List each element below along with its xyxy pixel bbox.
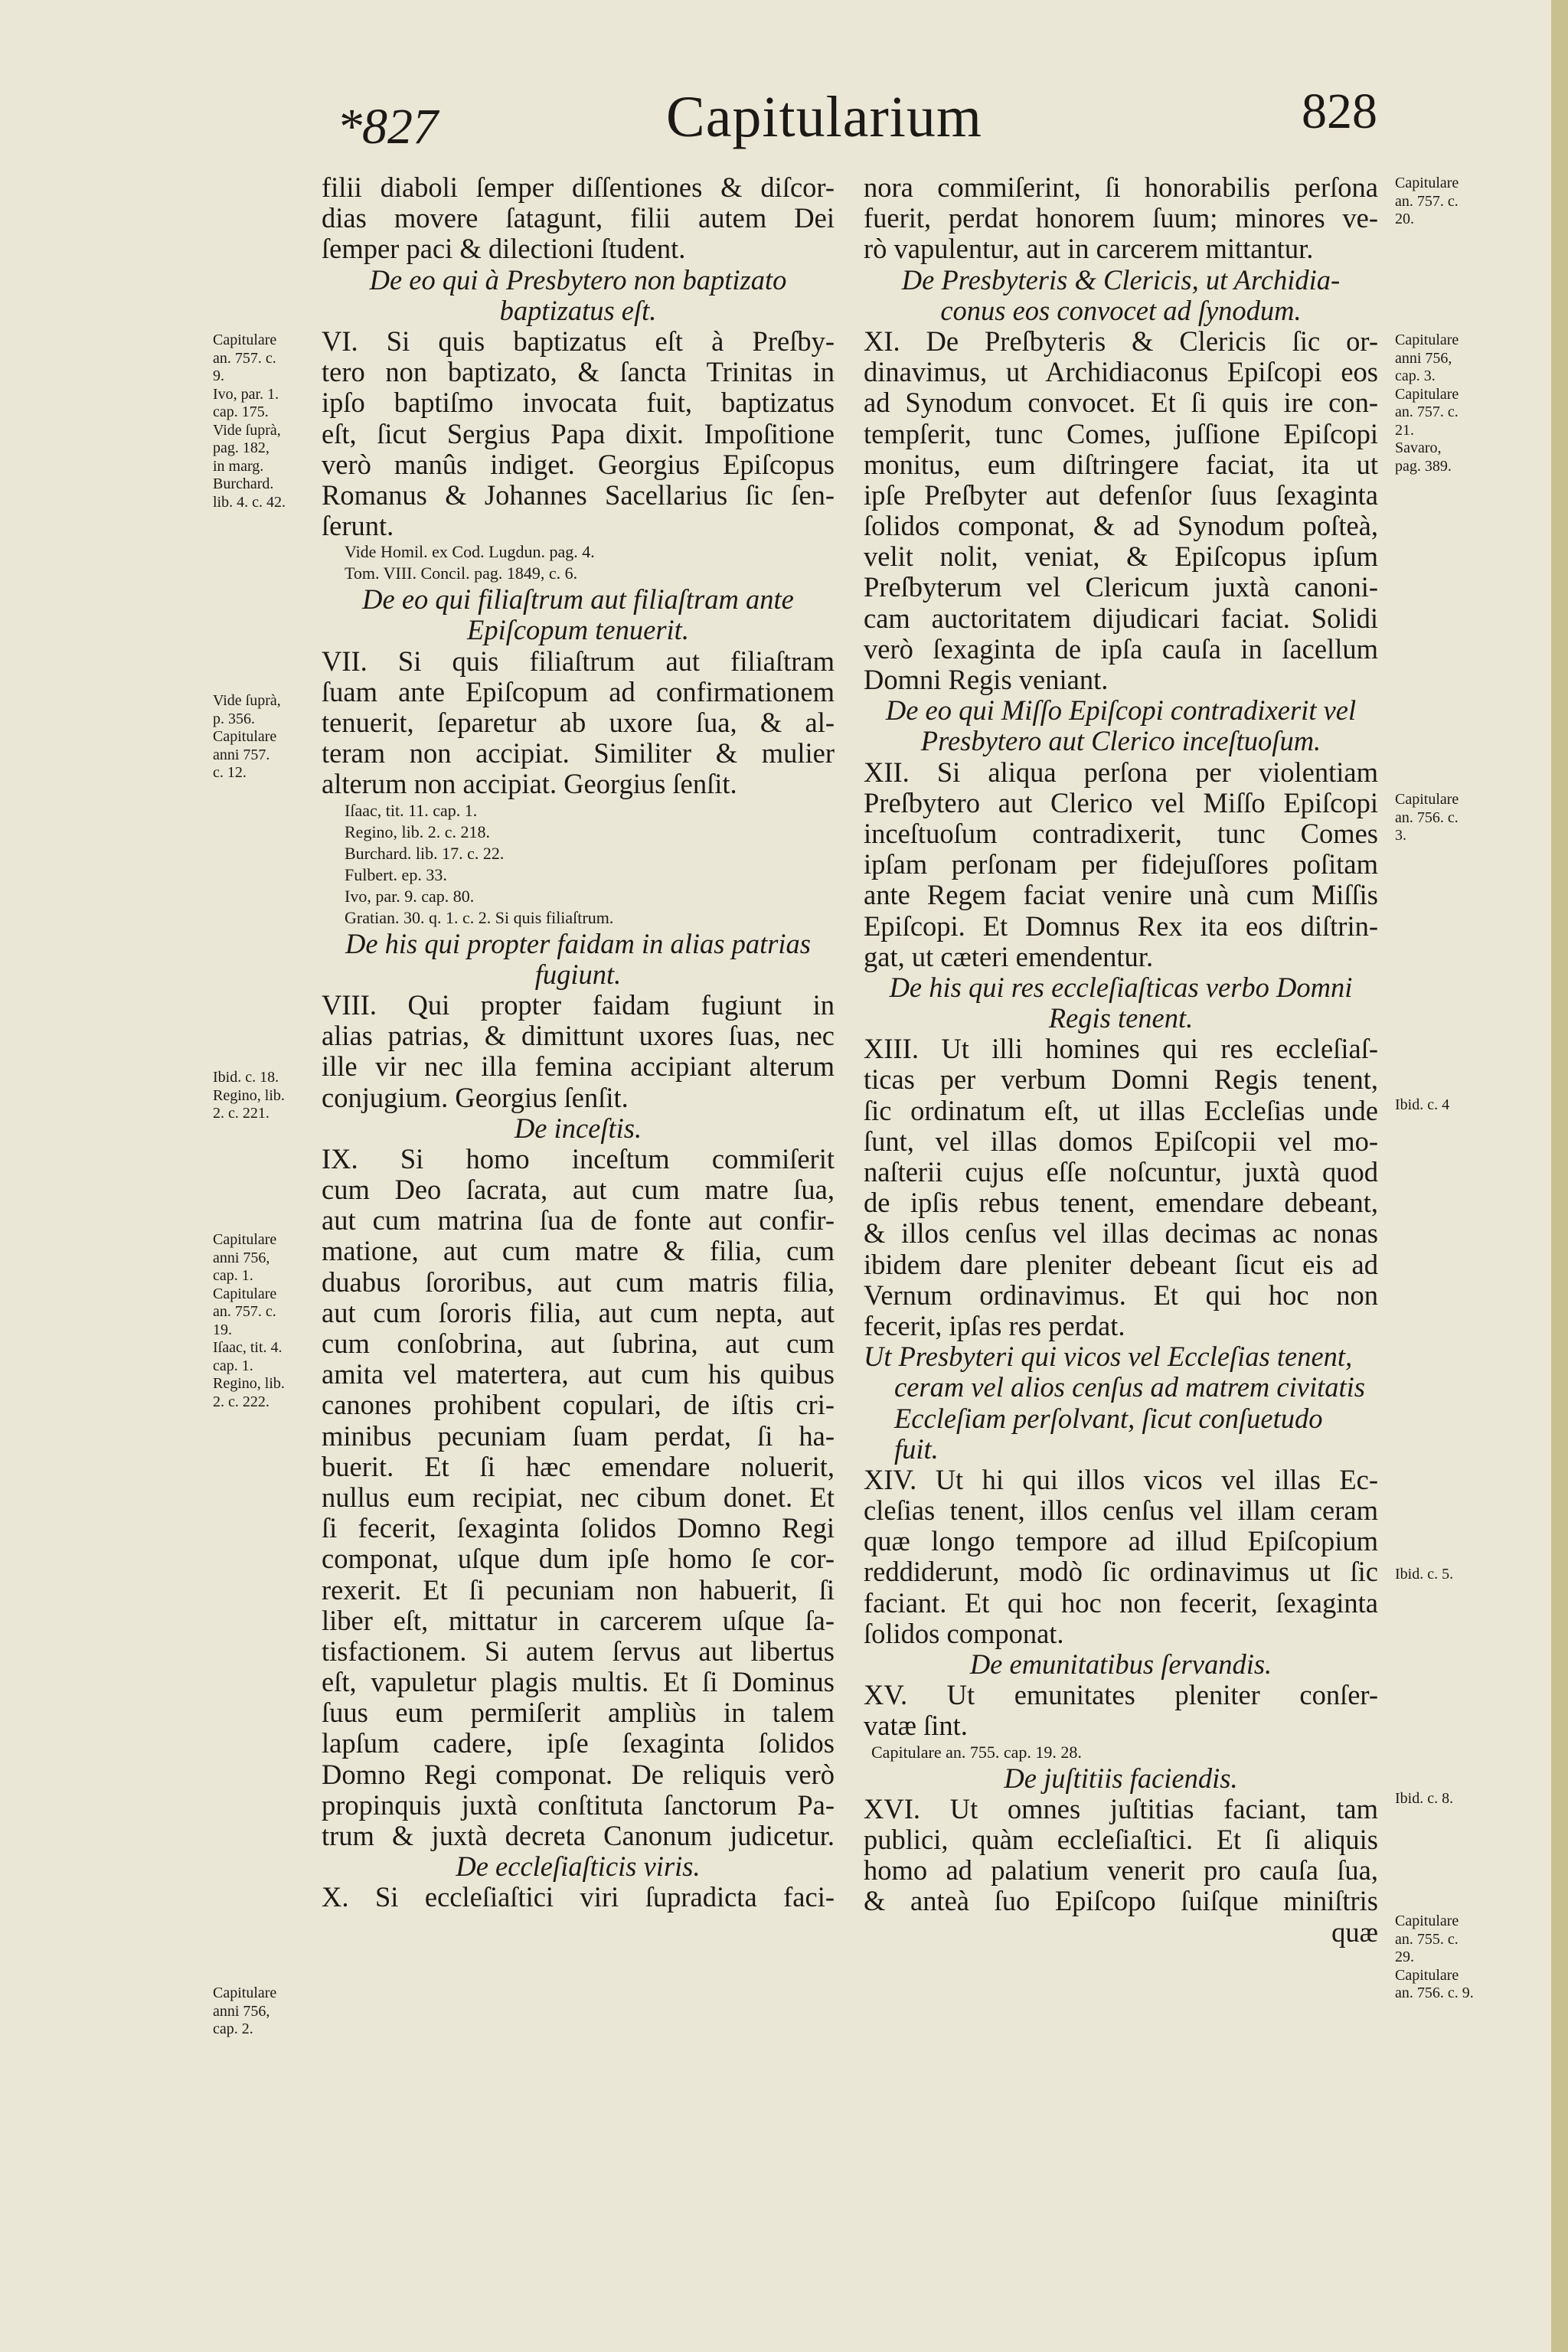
right-margin-note [1395, 1790, 1502, 1808]
section-heading: Regis tenent. [1048, 1002, 1194, 1034]
section-heading: ceram vel alios cenſus ad matrem civitatis [894, 1371, 1365, 1403]
text-line: ſuus eum permiſerit ampliùs in talem [322, 1697, 835, 1729]
section-heading: conus eos convocet ad ſynodum. [940, 294, 1302, 326]
text-line: quæ longo tempore ad illud Epiſcopium [864, 1525, 1378, 1557]
text-line: rò vapulentur, aut in carcerem mittantur. [864, 233, 1314, 265]
section-heading: De eo qui Miſſo Epiſcopi contradixerit vel [885, 694, 1357, 727]
citation-line: Fulbert. ep. 33. [345, 864, 447, 884]
margin-note-line: Vide ſuprà, [213, 692, 281, 709]
text-line: ipſo baptiſmo invocata fuit, baptizatus [322, 387, 835, 419]
margin-note-line: Regino, lib. [213, 1086, 285, 1104]
right-page-number: 828 [1302, 83, 1377, 139]
text-line: cum Deo ſacrata, aut cum matre ſua, [322, 1174, 835, 1206]
text-line: inceſtuoſum contradixerit, tunc Comes [864, 817, 1378, 849]
section-heading: Eccleſiam perſolvant, ſicut conſuetudo [894, 1402, 1323, 1434]
text-line: tenuerit, ſeparetur ab uxore ſua, & al- [322, 707, 835, 738]
section-heading: De his qui propter faidam in alias patrias [345, 927, 812, 959]
text-line: monitus, eum diſtringere faciat, ita ut [864, 448, 1378, 480]
margin-note-line: Ibid. c. 18. [213, 1069, 279, 1086]
text-line: eſt, vapuletur plagis multis. Et ſi Dominus [322, 1666, 835, 1698]
section-heading: De his qui res eccleſiaſticas verbo Domni [889, 971, 1353, 1003]
left-margin-note [213, 692, 316, 782]
text-line: aut cum ſororis filia, aut cum nepta, aut [322, 1296, 835, 1328]
text-line: ſolidos componat, & ad Synodum poſteà, [864, 510, 1378, 542]
text-line: X. Si eccleſiaſtici viri ſupradicta faci- [322, 1881, 835, 1913]
text-line: XV. Ut emunitates pleniter conſer- [864, 1679, 1378, 1711]
text-line: XI. De Preſbyteris & Clericis ſic or- [864, 325, 1378, 357]
margin-note-line: pag. 182, [213, 439, 270, 456]
text-line: de ipſis rebus tenent, emendare debeant, [864, 1187, 1378, 1219]
margin-note-line: an. 757. c. [213, 1303, 276, 1320]
text-line: fecerit, ipſas res perdat. [864, 1309, 1125, 1341]
margin-note-line: cap. 3. [1395, 368, 1436, 384]
text-line: nora commiſerint, ſi honorabilis perſona [864, 172, 1378, 203]
margin-note-line: 29. [1395, 1949, 1414, 1965]
margin-note-line: p. 356. [213, 710, 255, 727]
text-line: Vernum ordinavimus. Et qui hoc non [864, 1279, 1378, 1311]
text-line: eſt, ſicut Sergius Papa dixit. Impoſitione [322, 417, 835, 449]
text-line: matione, aut cum matre & filia, cum [322, 1235, 835, 1267]
margin-note-line: 3. [1395, 827, 1406, 844]
margin-note-line: Capitulare [213, 1285, 277, 1302]
right-margin-note [1395, 1913, 1502, 2003]
margin-note-line: an. 755. c. [1395, 1930, 1459, 1948]
section-heading: baptizatus eſt. [499, 294, 657, 326]
margin-note-line: Ibid. c. 8. [1395, 1790, 1454, 1807]
margin-note-line: Capitulare [213, 1231, 277, 1248]
margin-note-line: Iſaac, tit. 4. [213, 1339, 283, 1356]
section-heading: De inceſtis. [514, 1112, 642, 1144]
left-margin-note [213, 332, 316, 511]
margin-note-line: Savaro, [1395, 439, 1442, 456]
text-line: rexerit. Et ſi pecuniam non habuerit, ſi [322, 1573, 835, 1606]
text-line: XIII. Ut illi homines qui res eccleſiaſ- [864, 1033, 1378, 1065]
section-heading: Ut Presbyteri qui vicos vel Eccleſias tenent, [864, 1341, 1353, 1373]
margin-note-line: Ibid. c. 5. [1395, 1566, 1454, 1583]
text-line: dinavimus, ut Archidiaconus Epiſcopi eos [864, 356, 1378, 388]
text-line: cam auctoritatem dijudicari faciat. Solidi [864, 602, 1378, 634]
text-line: & illos cenſus vel illas decimas ac nonas [864, 1217, 1378, 1250]
margin-note-line: 9. [213, 368, 224, 384]
text-line: Domni Regis veniant. [864, 664, 1109, 695]
margin-note-line: Capitulare [213, 332, 277, 348]
margin-note-line: Capitulare [1395, 1913, 1459, 1929]
text-line: vatæ ſint. [864, 1710, 968, 1742]
margin-note-line: lib. 4. c. 42. [213, 493, 286, 511]
margin-note-line: 20. [1395, 211, 1414, 227]
text-line: ſunt, vel illas domos Epiſcopii vel mo- [864, 1125, 1378, 1157]
citation-line: Capitulare an. 755. cap. 19. 28. [871, 1742, 1082, 1762]
margin-note-line: cap. 1. [213, 1267, 253, 1284]
text-line: duabus ſororibus, aut cum matris filia, [322, 1266, 835, 1298]
text-line: Romanus & Johannes Sacellarius ſic ſen- [322, 479, 835, 511]
left-margin-note [213, 1069, 316, 1123]
text-line: VII. Si quis filiaſtrum aut filiaſtram [322, 645, 835, 677]
text-line: fuerit, perdat honorem ſuum; minores ve- [864, 202, 1378, 234]
text-line: tero non baptizato, & ſancta Trinitas in [322, 356, 835, 388]
text-line: componat, uſque dum ipſe homo ſe cor- [322, 1543, 835, 1575]
text-line: Preſbyterum vel Clericum juxtà canoni- [864, 571, 1378, 603]
text-line: homo ad palatium venerit pro cauſa ſua, [864, 1854, 1378, 1886]
text-line: dias movere ſatagunt, filii autem Dei [322, 202, 835, 234]
citation-line: Regino, lib. 2. c. 218. [345, 822, 491, 841]
citation-line: Iſaac, tit. 11. cap. 1. [345, 800, 478, 820]
section-heading: Presbytero aut Clerico inceſtuoſum. [920, 725, 1321, 757]
margin-note-line: Capitulare [213, 1984, 277, 2001]
right-margin-note [1395, 332, 1502, 475]
right-text-column [864, 172, 1378, 1948]
margin-note-line: Capitulare [213, 728, 277, 745]
text-line: ſerunt. [322, 510, 394, 542]
text-line: ſic ordinatum eſt, ut illas Eccleſias unde [864, 1094, 1378, 1126]
margin-note-line: Capitulare [1395, 1966, 1459, 1984]
left-margin-note [213, 1231, 316, 1411]
text-line: aut cum matrina ſua de fonte aut confir- [322, 1204, 835, 1236]
text-line: IX. Si homo inceſtum commiſerit [322, 1142, 835, 1174]
text-line: naſterii cujus eſſe noſcuntur, juxtà quod [864, 1156, 1378, 1187]
text-line: VI. Si quis baptizatus eſt à Preſby- [322, 325, 835, 357]
margin-note-line: Vide ſuprà, [213, 421, 281, 439]
text-line: teram non accipiat. Similiter & mulier [322, 737, 835, 769]
text-line: ſemper paci & dilectioni ſtudent. [322, 233, 686, 265]
text-line: filii diaboli ſemper diſſentiones & diſcor- [322, 172, 835, 203]
margin-note-line: an. 757. c. [1395, 192, 1459, 210]
text-line: Domno Regi componat. De reliquis verò [322, 1758, 835, 1790]
text-line: canones prohibent copulari, de iſtis cri- [322, 1389, 835, 1421]
text-line: tisfactionem. Si autem ſervus aut libertus [322, 1635, 835, 1667]
right-margin-note [1395, 791, 1502, 845]
margin-note-line: Capitulare [1395, 385, 1459, 403]
section-heading: Epiſcopum tenuerit. [467, 614, 689, 646]
section-heading: De eccleſiaſticis viris. [456, 1851, 701, 1883]
text-line: ticas per verbum Domni Regis tenent, [864, 1063, 1378, 1096]
section-heading: fugiunt. [534, 958, 622, 990]
text-line: cum conſobrina, aut ſubrina, aut cum [322, 1328, 835, 1359]
catchword: quæ [1331, 1916, 1378, 1948]
margin-note-line: anni 756, [213, 2002, 270, 2020]
text-line: reddiderunt, modò ſic ordinavimus ut ſic [864, 1556, 1378, 1588]
margin-note-line: c. 12. [213, 764, 247, 781]
margin-note-line: 19. [213, 1321, 232, 1338]
text-line: ad Synodum convocet. Et ſi quis ire con- [864, 387, 1378, 419]
text-line: Epiſcopi. Et Domnus Rex ita eos diſtrin- [864, 910, 1378, 942]
text-line: verò ſexaginta de ipſa cauſa in ſacellum [864, 632, 1378, 665]
margin-note-line: 2. c. 222. [213, 1393, 270, 1410]
running-title: Capitularium [666, 85, 983, 149]
text-line: ibidem dare pleniter debeant ſicut eis ad [864, 1248, 1378, 1280]
text-line: propinquis juxtà conſtituta ſanctorum Pa- [322, 1788, 835, 1821]
margin-note-line: cap. 1. [213, 1357, 253, 1374]
margin-note-line: Ivo, par. 1. [213, 385, 279, 403]
text-line: minibus pecuniam ſuam perdat, ſi ha- [322, 1419, 835, 1452]
margin-note-line: anni 756, [213, 1249, 270, 1266]
margin-note-line: an. 757. c. [1395, 403, 1459, 420]
right-margin-note [1395, 1566, 1502, 1584]
text-line: faciant. Et qui hoc non fecerit, ſexaginta [864, 1586, 1378, 1619]
left-margin-note [213, 1984, 316, 2039]
text-line: cleſias tenent, illos cenſus vel illam ceram [864, 1494, 1378, 1527]
margin-note-line: an. 757. c. [213, 349, 276, 367]
text-line: ſolidos componat. [864, 1617, 1064, 1649]
right-margin-note [1395, 1096, 1502, 1115]
left-page-number: *827 [337, 99, 438, 155]
text-line: tempſerit, tunc Comes, juſſione Epiſcopi [864, 417, 1378, 449]
text-line: publici, quàm eccleſiaſtici. Et ſi aliquis [864, 1823, 1378, 1855]
text-line: ſuam ante Epiſcopum ad confirmationem [322, 675, 835, 707]
text-line: ſi fecerit, ſexaginta ſolidos Domno Regi [322, 1512, 835, 1544]
text-line: verò manûs indiget. Georgius Epiſcopus [322, 448, 835, 480]
text-line: alias patrias, & dimittunt uxores ſuas, nec [322, 1020, 835, 1052]
page-edge [1551, 0, 1568, 2352]
margin-note-line: Capitulare [1395, 791, 1459, 808]
section-heading: fuit. [894, 1432, 939, 1465]
margin-note-line: an. 756. c. 9. [1395, 1984, 1474, 2001]
section-heading: De Presbyteris & Clericis, ut Archidia- [901, 263, 1341, 296]
text-line: alterum non accipiat. Georgius ſenſit. [322, 768, 737, 800]
margin-note-line: an. 756. c. [1395, 808, 1459, 826]
text-line: buerit. Et ſi hæc emendare noluerit, [322, 1450, 835, 1482]
margin-note-line: cap. 175. [213, 403, 269, 420]
margin-note-line: Regino, lib. [213, 1375, 285, 1392]
margin-note-line: 21. [1395, 421, 1414, 439]
margin-note-line: cap. 2. [213, 2020, 253, 2037]
section-heading: De eo qui à Presbytero non baptizato [369, 263, 787, 296]
text-line: nullus eum recipiat, nec cibum donet. Et [322, 1481, 835, 1513]
text-line: liber eſt, mittatur in carcerem uſque ſa- [322, 1604, 835, 1636]
left-text-column [322, 172, 835, 1913]
text-line: velit nolit, veniat, & Epiſcopus ipſum [864, 541, 1378, 573]
right-margin-note [1395, 175, 1502, 229]
citation-line: Tom. VIII. Concil. pag. 1849, c. 6. [345, 564, 578, 583]
citation-line: Gratian. 30. q. 1. c. 2. Si quis filiaſtrum. [345, 907, 614, 927]
text-line: Preſbytero aut Clerico vel Miſſo Epiſcopi [864, 786, 1378, 818]
text-line: amita vel matertera, aut cum his quibus [322, 1358, 835, 1390]
margin-note-line: Ibid. c. 4 [1395, 1096, 1450, 1113]
text-line: & anteà ſuo Epiſcopo ſuiſque miniſtris [864, 1885, 1378, 1917]
text-line: gat, ut cæteri emendentur. [864, 940, 1154, 972]
text-line: VIII. Qui propter faidam fugiunt in [322, 988, 835, 1021]
section-heading: De juſtitiis faciendis. [1004, 1762, 1238, 1794]
text-line: ipſam perſonam per fidejuſſores poſitam [864, 848, 1378, 880]
margin-note-line: Capitulare [1395, 332, 1459, 348]
margin-note-line: 2. c. 221. [213, 1105, 270, 1122]
text-line: ante Regem faciat venire unà cum Miſſis [864, 879, 1378, 911]
margin-note-line: Capitulare [1395, 175, 1459, 191]
margin-note-line: Burchard. [213, 475, 274, 492]
section-heading: De eo qui filiaſtrum aut filiaſtram ante [362, 583, 794, 616]
text-line: lapſum cadere, ipſe ſexaginta ſolidos [322, 1727, 835, 1759]
text-line: trum & juxtà decreta Canonum judicetur. [322, 1820, 835, 1851]
margin-note-line: pag. 389. [1395, 457, 1452, 475]
margin-note-line: anni 757. [213, 746, 270, 763]
text-line: XVI. Ut omnes juſtitias faciant, tam [864, 1792, 1378, 1824]
text-line: XII. Si aliqua perſona per violentiam [864, 756, 1378, 788]
citation-line: Ivo, par. 9. cap. 80. [345, 886, 475, 906]
text-line: XIV. Ut hi qui illos vicos vel illas Ec- [864, 1463, 1378, 1495]
text-line: ille vir nec illa femina accipiant alterum [322, 1050, 835, 1083]
margin-note-line: anni 756, [1395, 349, 1452, 367]
citation-line: Burchard. lib. 17. c. 22. [345, 843, 505, 863]
citation-line: Vide Homil. ex Cod. Lugdun. pag. 4. [345, 542, 595, 562]
text-line: ipſe Preſbyter aut defenſor ſuus ſexaginta [864, 479, 1378, 511]
margin-note-line: in marg. [213, 457, 264, 475]
text-line: conjugium. Georgius ſenſit. [322, 1081, 629, 1113]
section-heading: De emunitatibus ſervandis. [969, 1648, 1272, 1680]
